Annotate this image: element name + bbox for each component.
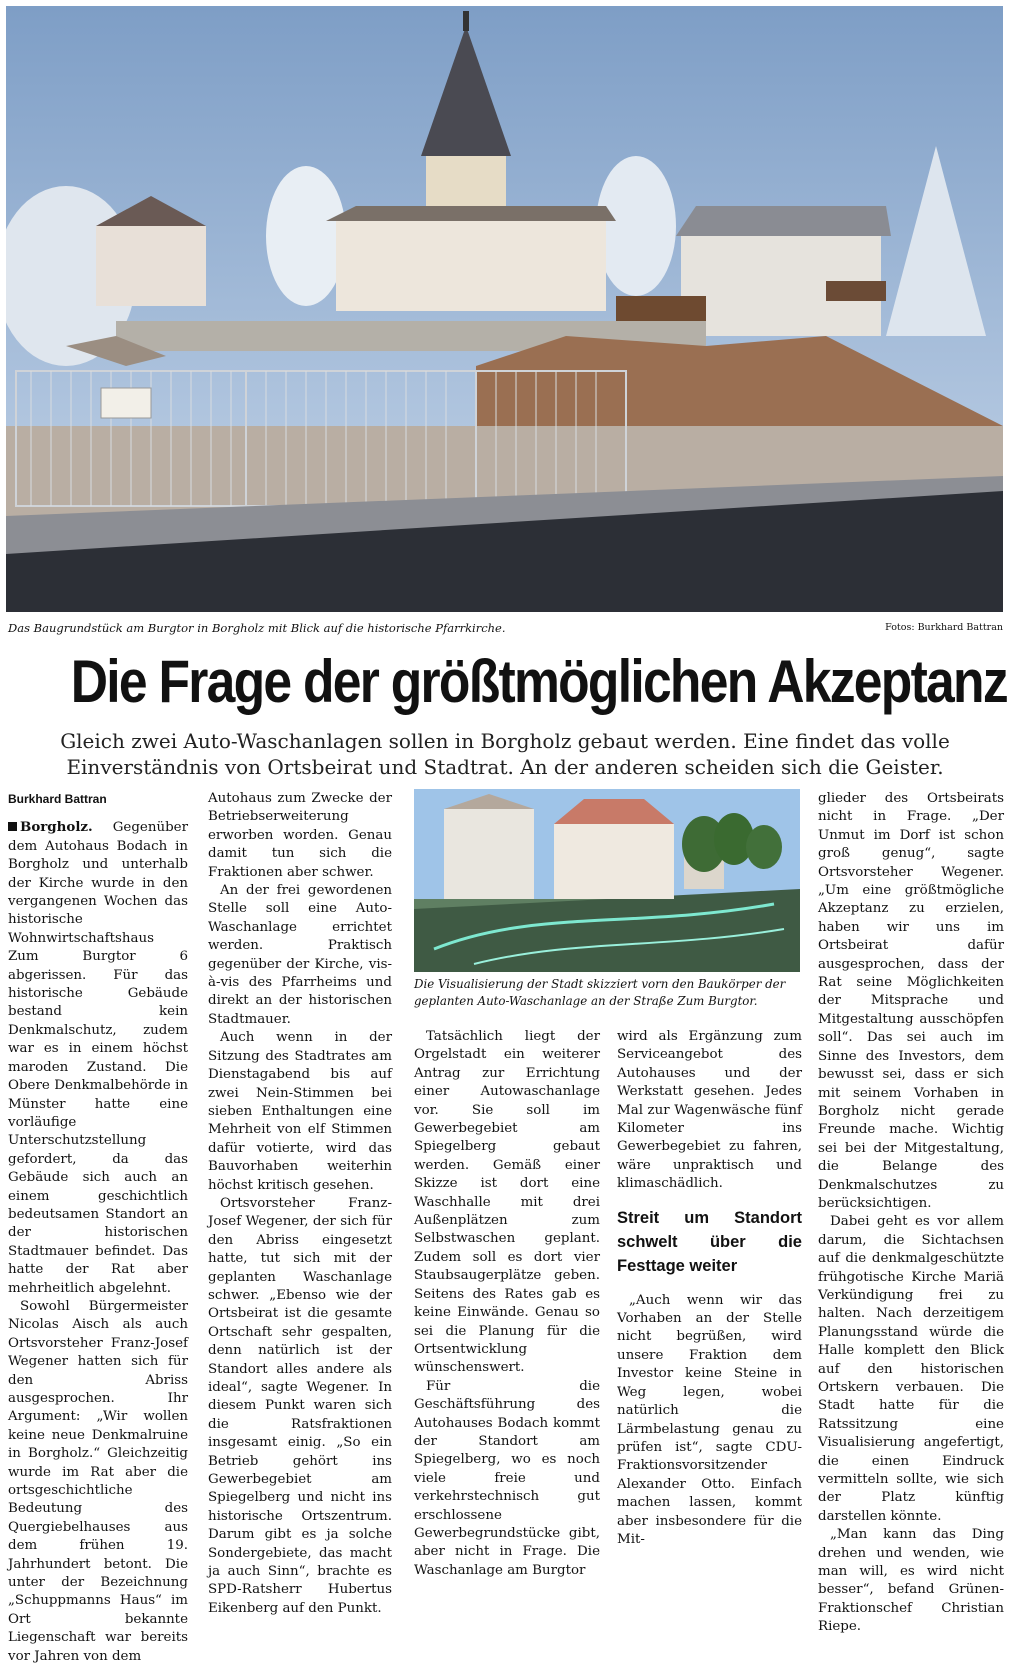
paragraph: Ortsvorsteher Franz-Josef Wegener, der sich für den Abriss eingesetzt hatte, tut sich mit der geplanten Waschanlage schwer. „Ebenso wie der Ortsbeirat ist die gesamte Ortschaft sehr gespalten, denn natürlich ist der Standort alles andere als ideal“, sagte Wegener. In diesem Punkt waren sich die Ratsfraktionen insgesamt einig. „So ein Betrieb gehört ins Gewerbegebiet am Spiegelberg und nicht ins historische Ortszentrum. Darum gibt es ja solche Sondergebiete, das macht ja auch Sinn“, brachte es SPD-Ratsherr Hubertus Eikenberg auf den Punkt. xyxy=(208,1195,392,1616)
headline: Die Frage der größtmöglichen Akzeptanz xyxy=(70,648,1007,715)
author: Burkhard Battran xyxy=(8,792,107,806)
paragraph: Sowohl Bürgermeister Nicolas Aisch als auch Ortsvorsteher Franz-Josef Wegener hatten sich für den Abriss ausgesprochen. Ihr Argument: „Wir wollen keine neue Denkmalruine in Borgholz.“ Gleichzeitig wurde im Rat aber die ortsgeschichtliche Bedeutung des Quergiebelhauses aus dem frühen 19. Jahrhundert betont. Die unter der Bezeichnung „Schuppmanns Haus“ im Ort bekannte Liegenschaft war bereits vor Jahren von dem xyxy=(8,1298,188,1664)
dateline: Borgholz. xyxy=(20,819,93,836)
column-4 xyxy=(617,1028,802,1549)
main-photo xyxy=(6,6,1003,612)
column-2 xyxy=(208,790,392,1618)
paragraph: Auch wenn in der Sitzung des Stadtrates am Dienstagabend bis auf zwei Nein-Stimmen bei sieben Enthaltungen eine Mehrheit von elf Stimmen dafür votierte, wird das Bauvorhaben weiterhin höchst kritisch gesehen. xyxy=(208,1030,392,1193)
paragraph: An der frei gewordenen Stelle soll eine Auto-Waschanlage errichtet werden. Praktisch gegenüber der Kirche, vis-à-vis des Pfarrheims und direkt an der historischen Stadtmauer. xyxy=(208,883,392,1027)
paragraph: „Auch wenn wir das Vorhaben an der Stelle nicht begrüßen, wird unsere Fraktion dem Investor keine Steine in Weg legen, wobei natürlich die Lärmbelastung genau zu prüfen ist“, sagte CDU-Fraktionsvorsitzender Alexander Otto. Einfach machen lassen, kommt aber insbesondere für die Mit- xyxy=(617,1292,802,1547)
square-bullet-icon xyxy=(8,822,17,831)
paragraph: glieder des Ortsbeirats nicht in Frage. „Der Unmut im Dorf ist schon groß genug“, sagte Ortsvorsteher Wegener. „Um eine größtmögliche Akzeptanz zu erzielen, haben wir uns im Ortsbeirat dafür ausgesprochen, dass der Rat seine Möglichkeiten der Mitsprache und Mitgestaltung ausschöpfen soll“. Das sei auch im Sinne des Investors, dem bewusst sei, dass er sich mit seinem Vorhaben in Borgholz nicht gerade Freunde mache. Wichtig sei bei der Mitgestaltung, die Belange des Denkmalschutzes zu berücksichtigen. xyxy=(818,791,1004,1211)
visualization-image xyxy=(414,789,800,972)
column-5 xyxy=(818,790,1004,1637)
column-1 xyxy=(8,790,188,1666)
photo-caption-row xyxy=(8,620,1003,638)
paragraph: wird als Ergänzung zum Serviceangebot des Autohauses und der Werkstatt gesehen. Jedes Mal zur Wagenwäsche fünf Kilometer ins Gewerbegebiet zu fahren, wäre unpraktisch und klimaschädlich. xyxy=(617,1029,802,1192)
paragraph: Autohaus zum Zwecke der Betriebserweiterung erworben worden. Genau damit tun sich die Fraktionen aber schwer. xyxy=(208,791,392,880)
paragraph: Für die Geschäftsführung des Autohauses Bodach kommt der Standort am Spiegelberg, wo es noch viele freie und verkehrstechnisch gut erschlossene Gewerbegrundstücke gibt, aber nicht in Frage. Die Waschanlage am Burgtor xyxy=(414,1378,600,1578)
column-3 xyxy=(414,1028,600,1580)
paragraph: Tatsächlich liegt der Orgelstadt ein weiterer Antrag zur Errichtung einer Autowaschanlage vor. Sie soll im Gewerbegebiet am Spiegelberg gebaut werden. Gemäß einer Skizze ist dort eine Waschhalle mit drei Außenplätzen zum Selbstwaschen geplant. Zudem soll es dort vier Staubsaugerplätze geben. Seitens des Rates gab es keine Einwände. Genau so sei die Planung für die Ortsentwicklung wünschenswert. xyxy=(414,1029,600,1376)
paragraph: Borgholz. Gegenüber dem Autohaus Bodach in Borgholz und unterhalb der Kirche wurde in den vergangenen Wochen das historische Wohnwirtschaftshaus Zum Burgtor 6 abgerissen. Für das historische Gebäude bestand kein Denkmalschutz, zudem war es in einem höchst maroden Zustand. Die Obere Denkmalbehörde in Münster hatte eine vorläufige Unterschutzstellung gefordert, da das Gebäude sich auch an einem geschichtlich bedeutsamen Standort an der historischen Stadtmauer befindet. Das hatte der Rat aber mehrheitlich abgelehnt. xyxy=(8,819,188,1296)
paragraph: „Man kann das Ding drehen und wenden, wie man will, es wird nicht besser“, befand Grünen-Fraktionschef Christian Riepe. xyxy=(818,1527,1004,1635)
photo-credit: Fotos: Burkhard Battran xyxy=(885,622,1003,633)
subheadline: Gleich zwei Auto-Waschanlagen sollen in Borgholz gebaut werden. Eine findet das volle Einverständnis von Ortsbeirat und Stadtrat. An der anderen scheiden sich die Geister. xyxy=(60,729,950,779)
subhead: Streit um Standort schwelt über die Festtage weiter xyxy=(617,1208,802,1275)
photo-caption: Das Baugrundstück am Burgtor in Borgholz mit Blick auf die historische Pfarrkirche. xyxy=(8,621,506,635)
visualization-caption: Die Visualisierung der Stadt skizziert vorn den Baukörper der geplanten Auto-Waschanlage an der Straße Zum Burgtor. xyxy=(414,977,786,1008)
paragraph: Dabei geht es vor allem darum, die Sichtachsen auf die denkmalgeschützte frühgotische Kirche Mariä Verkündigung frei zu halten. Nach derzeitigem Planungsstand würde die Halle komplett den Blick auf den historischen Ortskern verbauen. Die Stadt hatte für die Ratssitzung eine Visualisierung angefertigt, die einen Eindruck vermitteln sollte, wie sich der Platz künftig darstellen könnte. xyxy=(818,1214,1004,1524)
